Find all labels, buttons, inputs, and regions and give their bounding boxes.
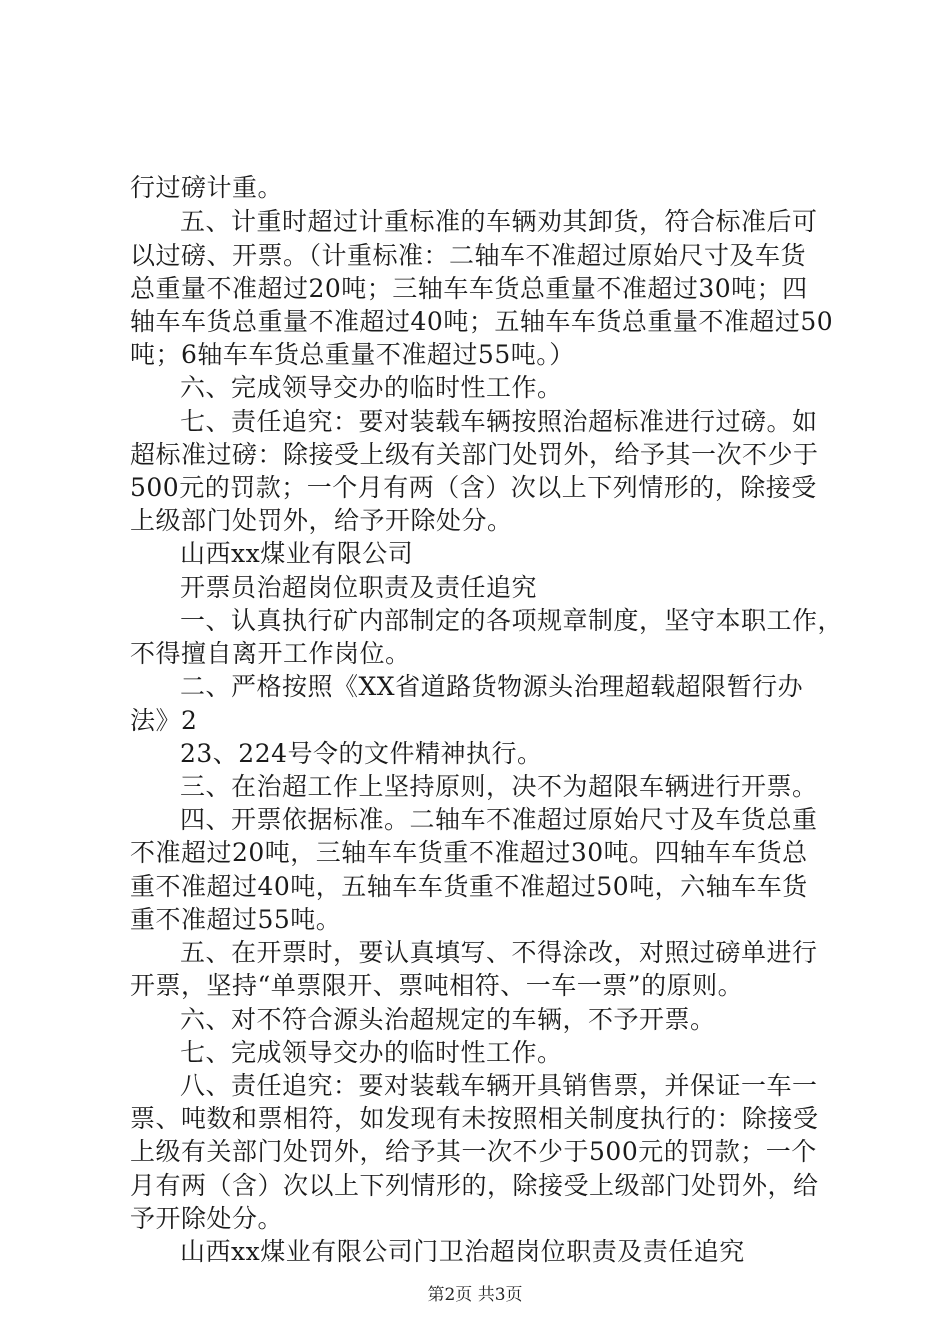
text-line: 上级部门处罚外，给予开除处分。 [130, 506, 513, 535]
text-line: 不准超过20吨，三轴车车货重不准超过30吨。四轴车车货总 [130, 838, 808, 867]
text-line: 六、对不符合源头治超规定的车辆，不予开票。 [180, 1005, 716, 1034]
text-line: 六、完成领导交办的临时性工作。 [180, 373, 563, 402]
text-line: 月有两（含）次以上下列情形的，除接受上级部门处罚外，给 [130, 1171, 819, 1200]
company-name: 山西xx煤业有限公司 [180, 539, 414, 568]
text-line: 轴车车货总重量不准超过40吨；五轴车车货总重量不准超过50 [130, 307, 834, 336]
text-line: 500元的罚款；一个月有两（含）次以上下列情形的，除接受 [130, 473, 817, 502]
text-line: 票、吨数和票相符，如发现有未按照相关制度执行的：除接受 [130, 1104, 819, 1133]
text-line: 予开除处分。 [130, 1204, 284, 1233]
text-line: 重不准超过40吨，五轴车车货重不准超过50吨，六轴车车货 [130, 872, 808, 901]
text-line: 五、在开票时，要认真填写、不得涂改，对照过磅单进行 [180, 938, 818, 967]
text-line: 上级有关部门处罚外，给予其一次不少于500元的罚款；一个 [130, 1137, 817, 1166]
text-line: 一、认真执行矿内部制定的各项规章制度，坚守本职工作， [180, 606, 844, 635]
text-line: 八、责任追究：要对装载车辆开具销售票，并保证一车一 [180, 1071, 818, 1100]
text-line: 四、开票依据标准。二轴车不准超过原始尺寸及车货总重 [180, 805, 818, 834]
text-line: 三、在治超工作上坚持原则，决不为超限车辆进行开票。 [180, 772, 818, 801]
text-line: 吨；6轴车车货总重量不准超过55吨。） [130, 340, 575, 369]
text-line: 二、严格按照《XX省道路货物源头治理超载超限暂行办 [180, 672, 804, 701]
text-line: 总重量不准超过20吨；三轴车车货总重量不准超过30吨；四 [130, 274, 808, 303]
text-line: 法》2 [130, 706, 198, 735]
text-line: 七、完成领导交办的临时性工作。 [180, 1038, 563, 1067]
section-title: 开票员治超岗位职责及责任追究 [180, 573, 538, 602]
page-footer: 第2页 共3页 [427, 1285, 523, 1305]
text-line: 超标准过磅：除接受上级有关部门处罚外，给予其一次不少于 [130, 440, 819, 469]
text-line: 开票，坚持“单票限开、票吨相符、一车一票”的原则。 [130, 971, 744, 1000]
text-line: 重不准超过55吨。 [130, 905, 342, 934]
text-line: 七、责任追究：要对装载车辆按照治超标准进行过磅。如 [180, 407, 818, 436]
text-line: 以过磅、开票。（计重标准：二轴车不准超过原始尺寸及车货 [130, 241, 807, 270]
section-title: 山西xx煤业有限公司门卫治超岗位职责及责任追究 [180, 1237, 745, 1266]
text-line: 不得擅自离开工作岗位。 [130, 639, 411, 668]
text-line: 五、计重时超过计重标准的车辆劝其卸货，符合标准后可 [180, 207, 818, 236]
text-line: 23、224号令的文件精神执行。 [180, 739, 543, 768]
text-line: 行过磅计重。 [130, 173, 284, 202]
